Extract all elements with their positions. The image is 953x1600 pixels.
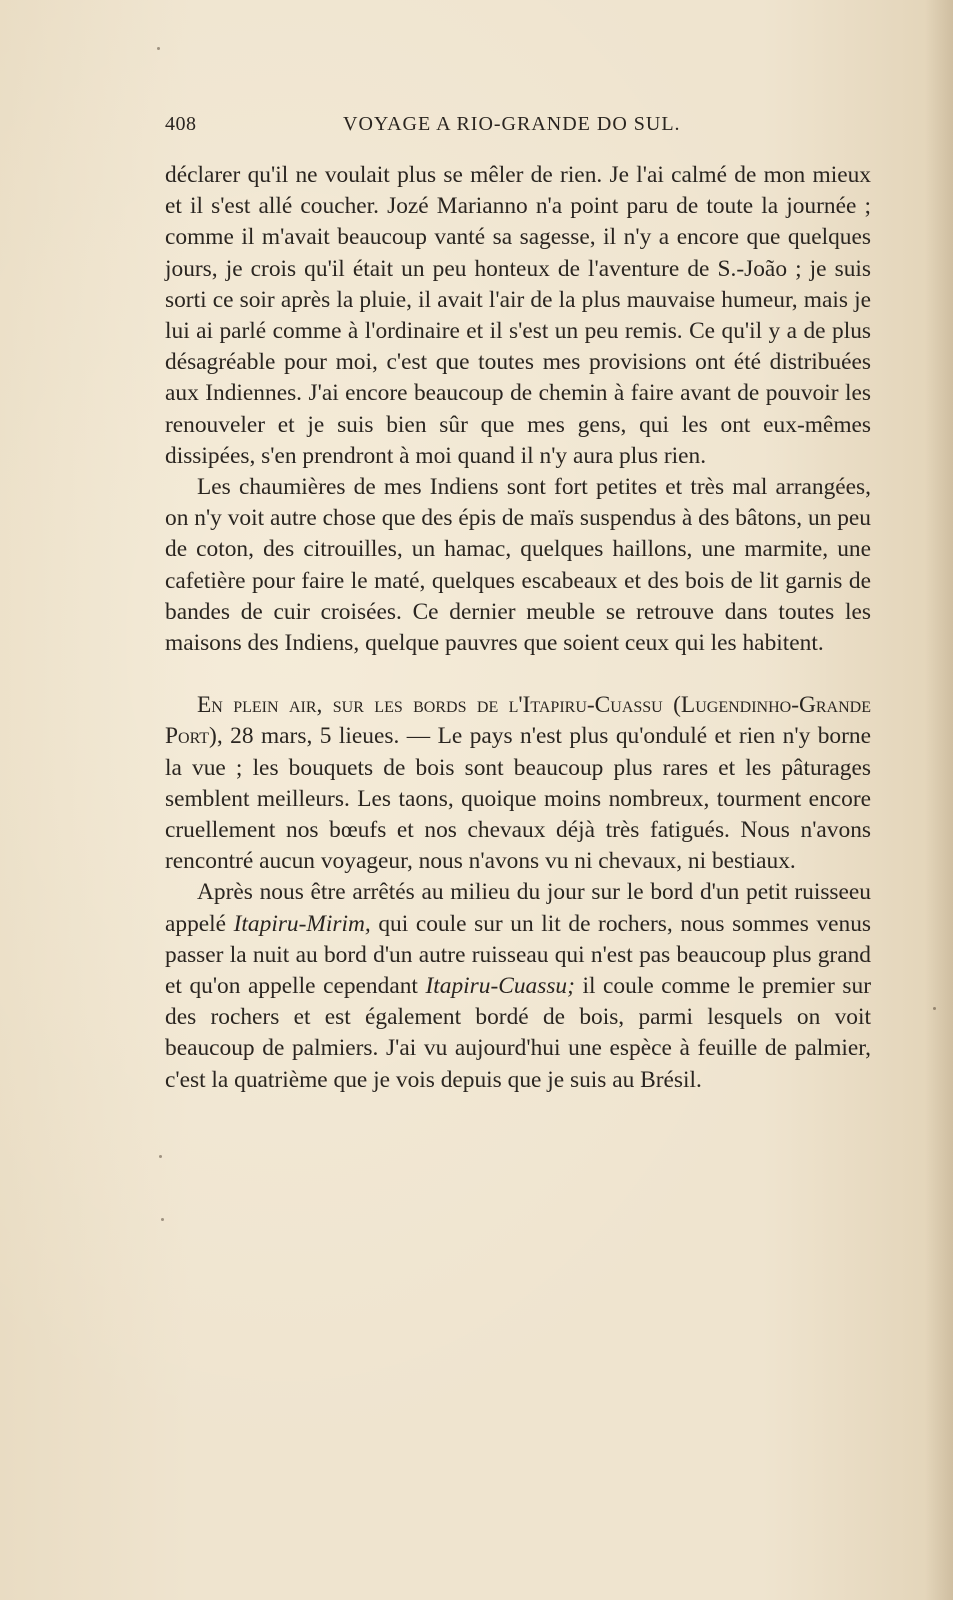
paragraph-itapiru bbox=[165, 877, 871, 1095]
paragraph-chaumieres: Les chaumières de mes Indiens sont fort petites et très mal arrangées, on n'y voit autre chose que des épis de maïs suspendus à des bâtons, un peu de coton, des citrouilles, un hamac, quelques haillons, une marmite, une cafetière pour faire le maté, quelques escabeaux et des bois de lit garnis de bandes de cuir croisées. Ce dernier meuble se retrouve dans toutes les maisons des Indiens, quelque pauvres que soient ceux qui les habitent. bbox=[165, 474, 871, 657]
paragraph-text: il coule comme le premier sur des rochers et est également bordé de bois, parmi lesquels on voit beaucoup de palmiers. J'ai vu aujourd'hui une espèce à feuille de palmier, c'est la quatrième que je vois depuis que je suis au Brésil. bbox=[165, 973, 871, 1093]
paper-speck bbox=[157, 47, 160, 50]
journal-entry-paragraph bbox=[165, 690, 871, 877]
journal-entry-heading: En plein air, sur les bords de l'Itapiru-Cuassu (Lugendinho-Grande Port), bbox=[165, 692, 871, 750]
paper-speck bbox=[159, 1155, 162, 1158]
paper-speck bbox=[161, 1218, 164, 1221]
running-header bbox=[165, 113, 865, 143]
journal-entry-text: 28 mars, 5 lieues. — Le pays n'est plus qu'ondulé et rien n'y borne la vue ; les bouquets de bois sont beaucoup plus rares et les pâturages semblent meilleurs. Les taons, quoique moins nombreux, tourment encore cruellement nos bœufs et nos chevaux déjà très fatigués. Nous n'avons rencontré aucun voyageur, nous n'avons vu ni chevaux, ni bestiaux. bbox=[165, 723, 871, 875]
paragraph-text: Après nous être arrêtés au milieu du jour sur le bord d'un petit ruisseeu appelé bbox=[165, 879, 871, 937]
paper-speck bbox=[933, 1007, 936, 1010]
page-number: 408 bbox=[165, 113, 197, 135]
place-name-italic: Itapiru-Mirim, bbox=[233, 910, 371, 937]
running-title: VOYAGE A RIO-GRANDE DO SUL. bbox=[343, 113, 681, 135]
paragraph-continued: déclarer qu'il ne voulait plus se mêler de rien. Je l'ai calmé de mon mieux et il s'est allé coucher. Jozé Marianno n'a point paru de toute la journée ; comme il m'avait beaucoup vanté sa sagesse, il n'y a encore que quelques jours, je crois qu'il était un peu honteux de l'aventure de S.-João ; je suis sorti ce soir après la pluie, il avait l'air de la plus mauvaise humeur, mais je lui ai parlé comme à l'ordinaire et il s'est un peu remis. Ce qu'il y a de plus désagréable pour moi, c'est que toutes mes provisions ont été distribuées aux Indiennes. J'ai encore beaucoup de chemin à faire avant de pouvoir les renouveler et je suis bien sûr que mes gens, qui les ont eux-mêmes dissipées, s'en prendront à moi quand il n'y aura plus rien. bbox=[165, 162, 871, 469]
page-edge-shadow bbox=[925, 0, 953, 1600]
body-text bbox=[165, 160, 871, 1096]
paragraph-text: qui coule sur un lit de rochers, nous sommes venus passer la nuit au bord d'un autre ruisseau qui n'est pas beaucoup plus grand et qu'on appelle cependant bbox=[165, 910, 871, 1000]
place-name-italic: Itapiru-Cuassu; bbox=[425, 973, 575, 1000]
section-gap bbox=[165, 659, 871, 690]
